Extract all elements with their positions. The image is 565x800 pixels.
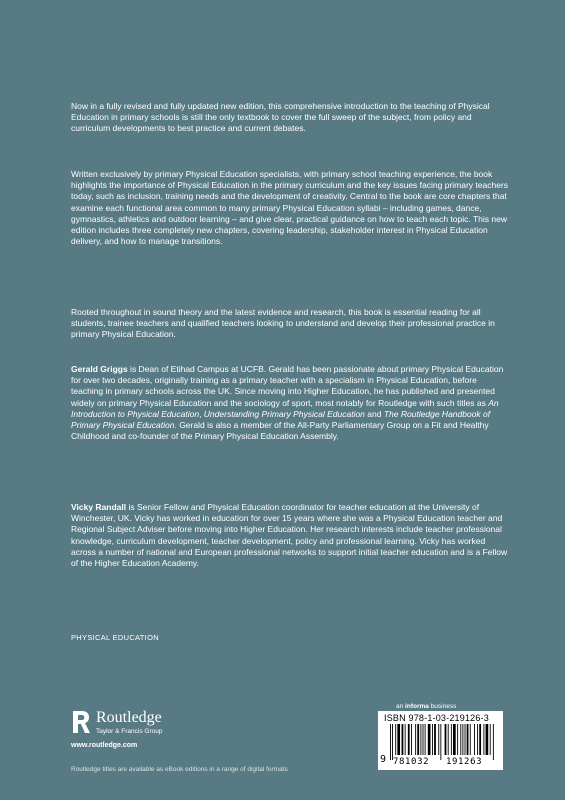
author-name: Vicky Randall xyxy=(71,502,127,512)
publisher-group: Taylor & Francis Group xyxy=(96,728,163,735)
barcode-bar xyxy=(486,724,489,755)
book-title: Understanding Primary Physical Education xyxy=(203,408,365,419)
barcode-bar xyxy=(474,724,475,755)
author-bio-text xyxy=(71,364,511,442)
barcode-bar xyxy=(460,724,461,755)
barcode-bar xyxy=(451,724,452,755)
isbn-barcode xyxy=(378,711,503,770)
blurb-paragraph-3 xyxy=(71,307,511,341)
barcode-bar xyxy=(408,724,410,755)
separator: and xyxy=(364,408,384,419)
barcode-bar xyxy=(423,724,424,755)
barcode-first-digit: 9 xyxy=(380,754,387,765)
blurb-paragraph-1 xyxy=(71,101,511,135)
barcode-bar xyxy=(470,724,471,755)
blurb-paragraph-3-text: Rooted throughout in sound theory and the latest evidence and research, this book is essential reading for all students, trainee teachers and qualified teachers looking to understand and develop their professional practice in primary Physical Education. xyxy=(71,307,495,340)
separator: , xyxy=(199,408,204,419)
author-bio-part: is Senior Fellow and Physical Education coordinator for teacher education at the University of Winchester, UK. Vicky has worked in education for over 15 years where she was a Physical Education teacher and Regional Subject Adviser before moving into Higher Education. Her research interests include teacher professional knowledge, curriculum development, teacher development, policy and professional learning. Vicky has worked across a number of national and European professional networks to support initial teacher education and is a Fellow of the Higher Education Academy. xyxy=(71,502,508,569)
barcode-bar xyxy=(417,724,419,755)
barcode-right-digits: 191263 xyxy=(446,757,483,767)
barcode-bar xyxy=(428,724,431,755)
barcode-bar xyxy=(477,724,478,755)
barcode-bar xyxy=(438,724,439,755)
author-bio-vicky-randall xyxy=(71,502,511,569)
barcode-bar xyxy=(415,724,416,755)
barcode-left-digits: 781032 xyxy=(393,757,430,767)
book-title: An Introduction to Physical Education xyxy=(71,397,499,419)
barcode-bar xyxy=(490,724,491,755)
book-title: The Routledge Handbook of Primary Physical Education xyxy=(71,408,491,431)
informa-brand: informa xyxy=(405,703,429,710)
author-bio-text xyxy=(71,502,511,569)
barcode-bar xyxy=(425,724,426,755)
blurb-paragraph-1-text: Now in a fully revised and fully updated new edition, this comprehensive introduction to the teaching of Physical Education in primary schools is still the only textbook to cover the full sweep of the subject, from policy and curriculum developments to best practice and current debates. xyxy=(71,101,490,134)
author-bio-part: is Dean of Etihad Campus at UCFB. Gerald has been passionate about primary Physical Education for over two decades, originally training as a primary teacher with a specialism in Physical Education, before teaching in primary schools across the UK. Since moving into Higher Education, he has published and presented widely on primary Physical Education and the sociology of sport, most notably for Routledge with such titles as xyxy=(71,364,504,408)
isbn-text: ISBN 978-1-03-219126-3 xyxy=(384,713,489,723)
barcode-bar xyxy=(448,724,449,755)
informa-suffix: business xyxy=(428,703,457,710)
informa-prefix: an xyxy=(396,703,406,710)
barcode-bar xyxy=(405,724,406,755)
barcode-bar xyxy=(420,724,421,755)
subject-category: PHYSICAL EDUCATION xyxy=(71,633,159,642)
informa-business-tag xyxy=(396,703,456,710)
barcode-bar xyxy=(462,724,463,755)
blurb-paragraph-2 xyxy=(71,169,511,247)
barcode-bar xyxy=(465,724,466,755)
publisher-url: www.routledge.com xyxy=(71,742,138,749)
barcode-bar xyxy=(483,724,484,755)
barcode-bar xyxy=(445,724,447,755)
barcode-bar xyxy=(411,724,412,755)
routledge-r-logo-icon xyxy=(71,709,91,735)
barcode-bars xyxy=(390,724,494,760)
barcode-bar xyxy=(457,724,458,755)
barcode-bar xyxy=(397,724,400,755)
barcode-bar xyxy=(432,724,433,755)
author-bio-part: . Gerald is also a member of the All-Party Parliamentary Group on a Fit and Healthy Childhood and co-founder of the Primary Physical Education Assembly. xyxy=(71,420,489,442)
barcode-bar xyxy=(493,724,494,760)
barcode-bar xyxy=(392,724,393,760)
publisher-name: Routledge xyxy=(96,709,162,726)
barcode-bar xyxy=(453,724,456,755)
barcode-bar xyxy=(440,724,441,760)
barcode-bar xyxy=(395,724,396,755)
barcode-bar xyxy=(434,724,436,755)
barcode-bar xyxy=(479,724,481,755)
barcode-bar xyxy=(402,724,404,755)
blurb-paragraph-2-text: Written exclusively by primary Physical Education specialists, with primary school teaching experience, the book highlights the importance of Physical Education in the primary curriculum and the key issues facing primary teachers today, such as inclusion, training needs and the development of creativity. Central to the book are core chapters that examine each functional area common to many primary Physical Education syllabi – including games, dance, gymnastics, athletics and outdoor learning – and give clear, practical guidance on how to teach each topic. This new edition includes three completely new chapters, covering leadership, stakeholder interest in Physical Education delivery, and how to manage transitions. xyxy=(71,169,509,247)
publisher-block xyxy=(71,706,271,758)
barcode-bar xyxy=(390,724,391,760)
author-bio-gerald-griggs xyxy=(71,364,511,442)
ebook-note: Routledge titles are available as eBook editions in a range of digital formats xyxy=(71,766,288,773)
barcode-bar xyxy=(467,724,469,755)
author-name: Gerald Griggs xyxy=(71,364,128,374)
